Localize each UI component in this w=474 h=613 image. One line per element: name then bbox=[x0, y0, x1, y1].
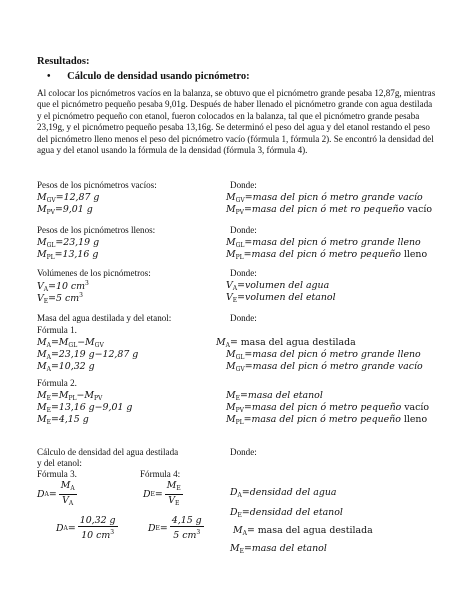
eq-f1c: $M_A=10,32$ g bbox=[37, 361, 95, 373]
def-ve: $V_E=volumen$ del etanol bbox=[226, 292, 336, 304]
volumes-where-label: Donde: bbox=[230, 268, 257, 278]
def-mpv: $M_{PV}=masa$ del picn ó met ro pequeño vacío bbox=[226, 204, 432, 216]
bullet-icon: • bbox=[47, 71, 51, 82]
density-where-label: Donde: bbox=[230, 447, 257, 457]
eq-ve: $V_E=5$ $cm^3$ bbox=[37, 292, 83, 305]
eq-f2b: $M_E=13,16$ g−9,01 g bbox=[37, 402, 133, 414]
eq-density-ethanol-values: D E = $\frac{4,15 g}{5 cm^3}$ bbox=[148, 515, 202, 541]
def-mgv-2: $M_{GV}=masa$ del picn ó metro grande vacío bbox=[226, 361, 423, 373]
subheading: Cálculo de densidad usando picnómetro: bbox=[67, 71, 250, 82]
full-weights-label: Pesos de los picnómetros llenos: bbox=[37, 225, 156, 235]
density-label-line2: y del etanol: bbox=[37, 458, 82, 468]
def-mpl: $M_{PL}=masa$ del picn ó metro pequeño lleno bbox=[226, 249, 428, 261]
def-mpv-2: $M_{PV}=masa$ del picn ó metro pequeño vacío bbox=[226, 402, 430, 414]
eq-mpl: $M_{PL}=13,16$ g bbox=[37, 249, 99, 261]
formula4-label: Fórmula 4: bbox=[140, 469, 181, 479]
def-mgl-2: $M_{GL}=masa$ del picn ó metro grande lleno bbox=[226, 349, 421, 361]
empty-where-label: Donde: bbox=[230, 180, 257, 190]
def-mgv: $M_{GV}=masa$ del picn ó metro grande vacío bbox=[226, 192, 423, 204]
eq-f1a: $M_A=M_{GL}-M_{GV}$ bbox=[37, 337, 104, 349]
empty-weights-label: Pesos de los picnómetros vacíos: bbox=[37, 180, 157, 190]
eq-f1b: $M_A=23,19$ g−12,87 g bbox=[37, 349, 139, 361]
def-mgl: $M_{GL}=masa$ del picn ó metro grande lleno bbox=[226, 237, 421, 249]
eq-density-water-values: D A = $\frac{10,32 g}{10 cm^3}$ bbox=[56, 515, 116, 541]
def-ma-1: $M_A=$ masa del agua destilada bbox=[216, 337, 356, 349]
mass-label: Masa del agua destilada y del etanol: bbox=[37, 313, 172, 323]
intro-paragraph: Al colocar los picnómetros vacíos en la balanza, se obtuvo que el picnómetro grande pesaba 12,87g, mientras que el picnómetro pequeño pesaba 9,01g. Después de haber llenado el picnómetro grande con agua destilada y el picnómetro pequeño con etanol, fueron colocados en la balanza, tal que el picnómetro grande pesaba 23,19g, y el picnómetro pequeño pesaba 13,16g. Se determinó el peso del agua y del etanol restando el peso del picnómetro lleno menos el peso del picnómetro vacío (fórmula 1, fórmula 2). Se encontró la densidad del agua y del etanol usando la fórmula de la densidad (fórmula 3, fórmula 4). bbox=[37, 88, 436, 156]
eq-mgl: $M_{GL}=23,19$ g bbox=[37, 237, 100, 249]
def-me-1: $M_E=masa$ del etanol bbox=[226, 390, 323, 402]
volumes-label: Volúmenes de los picnómetros: bbox=[37, 268, 151, 278]
eq-mgv: $M_{GV}=12,87$ g bbox=[37, 192, 100, 204]
formula3-label: Fórmula 3. bbox=[37, 469, 77, 479]
eq-f2a: $M_E=M_{PL}-M_{PV}$ bbox=[37, 390, 103, 402]
density-label-line1: Cálculo de densidad del agua destilada bbox=[37, 447, 179, 457]
def-da: $D_A=densidad$ del agua bbox=[230, 487, 337, 499]
def-va: $V_A=volumen$ del agua bbox=[226, 280, 330, 292]
def-me-2: $M_E=masa$ del etanol bbox=[230, 543, 327, 555]
results-heading: Resultados: bbox=[37, 56, 90, 67]
eq-mpv: $M_{PV}=9,01$ g bbox=[37, 204, 93, 216]
def-ma-2: $M_A=$ masa del agua destilada bbox=[233, 525, 373, 537]
formula1-label: Fórmula 1. bbox=[37, 325, 77, 335]
def-mpl-2: $M_{PL}=masa$ del picn ó metro pequeño lleno bbox=[226, 414, 428, 426]
eq-density-water: D A = $\frac{M_A}{V_A}$ bbox=[37, 480, 75, 507]
eq-f2c: $M_E=4,15$ g bbox=[37, 414, 89, 426]
mass-where-label: Donde: bbox=[230, 313, 257, 323]
def-de: $D_E=densidad$ del etanol bbox=[230, 507, 343, 519]
eq-density-ethanol: D E = $\frac{M_E}{V_E}$ bbox=[143, 480, 181, 507]
subheading-row bbox=[47, 71, 250, 82]
full-where-label: Donde: bbox=[230, 225, 257, 235]
formula2-label: Fórmula 2. bbox=[37, 378, 77, 388]
eq-va: $V_A=10$ $cm^3$ bbox=[37, 280, 89, 293]
